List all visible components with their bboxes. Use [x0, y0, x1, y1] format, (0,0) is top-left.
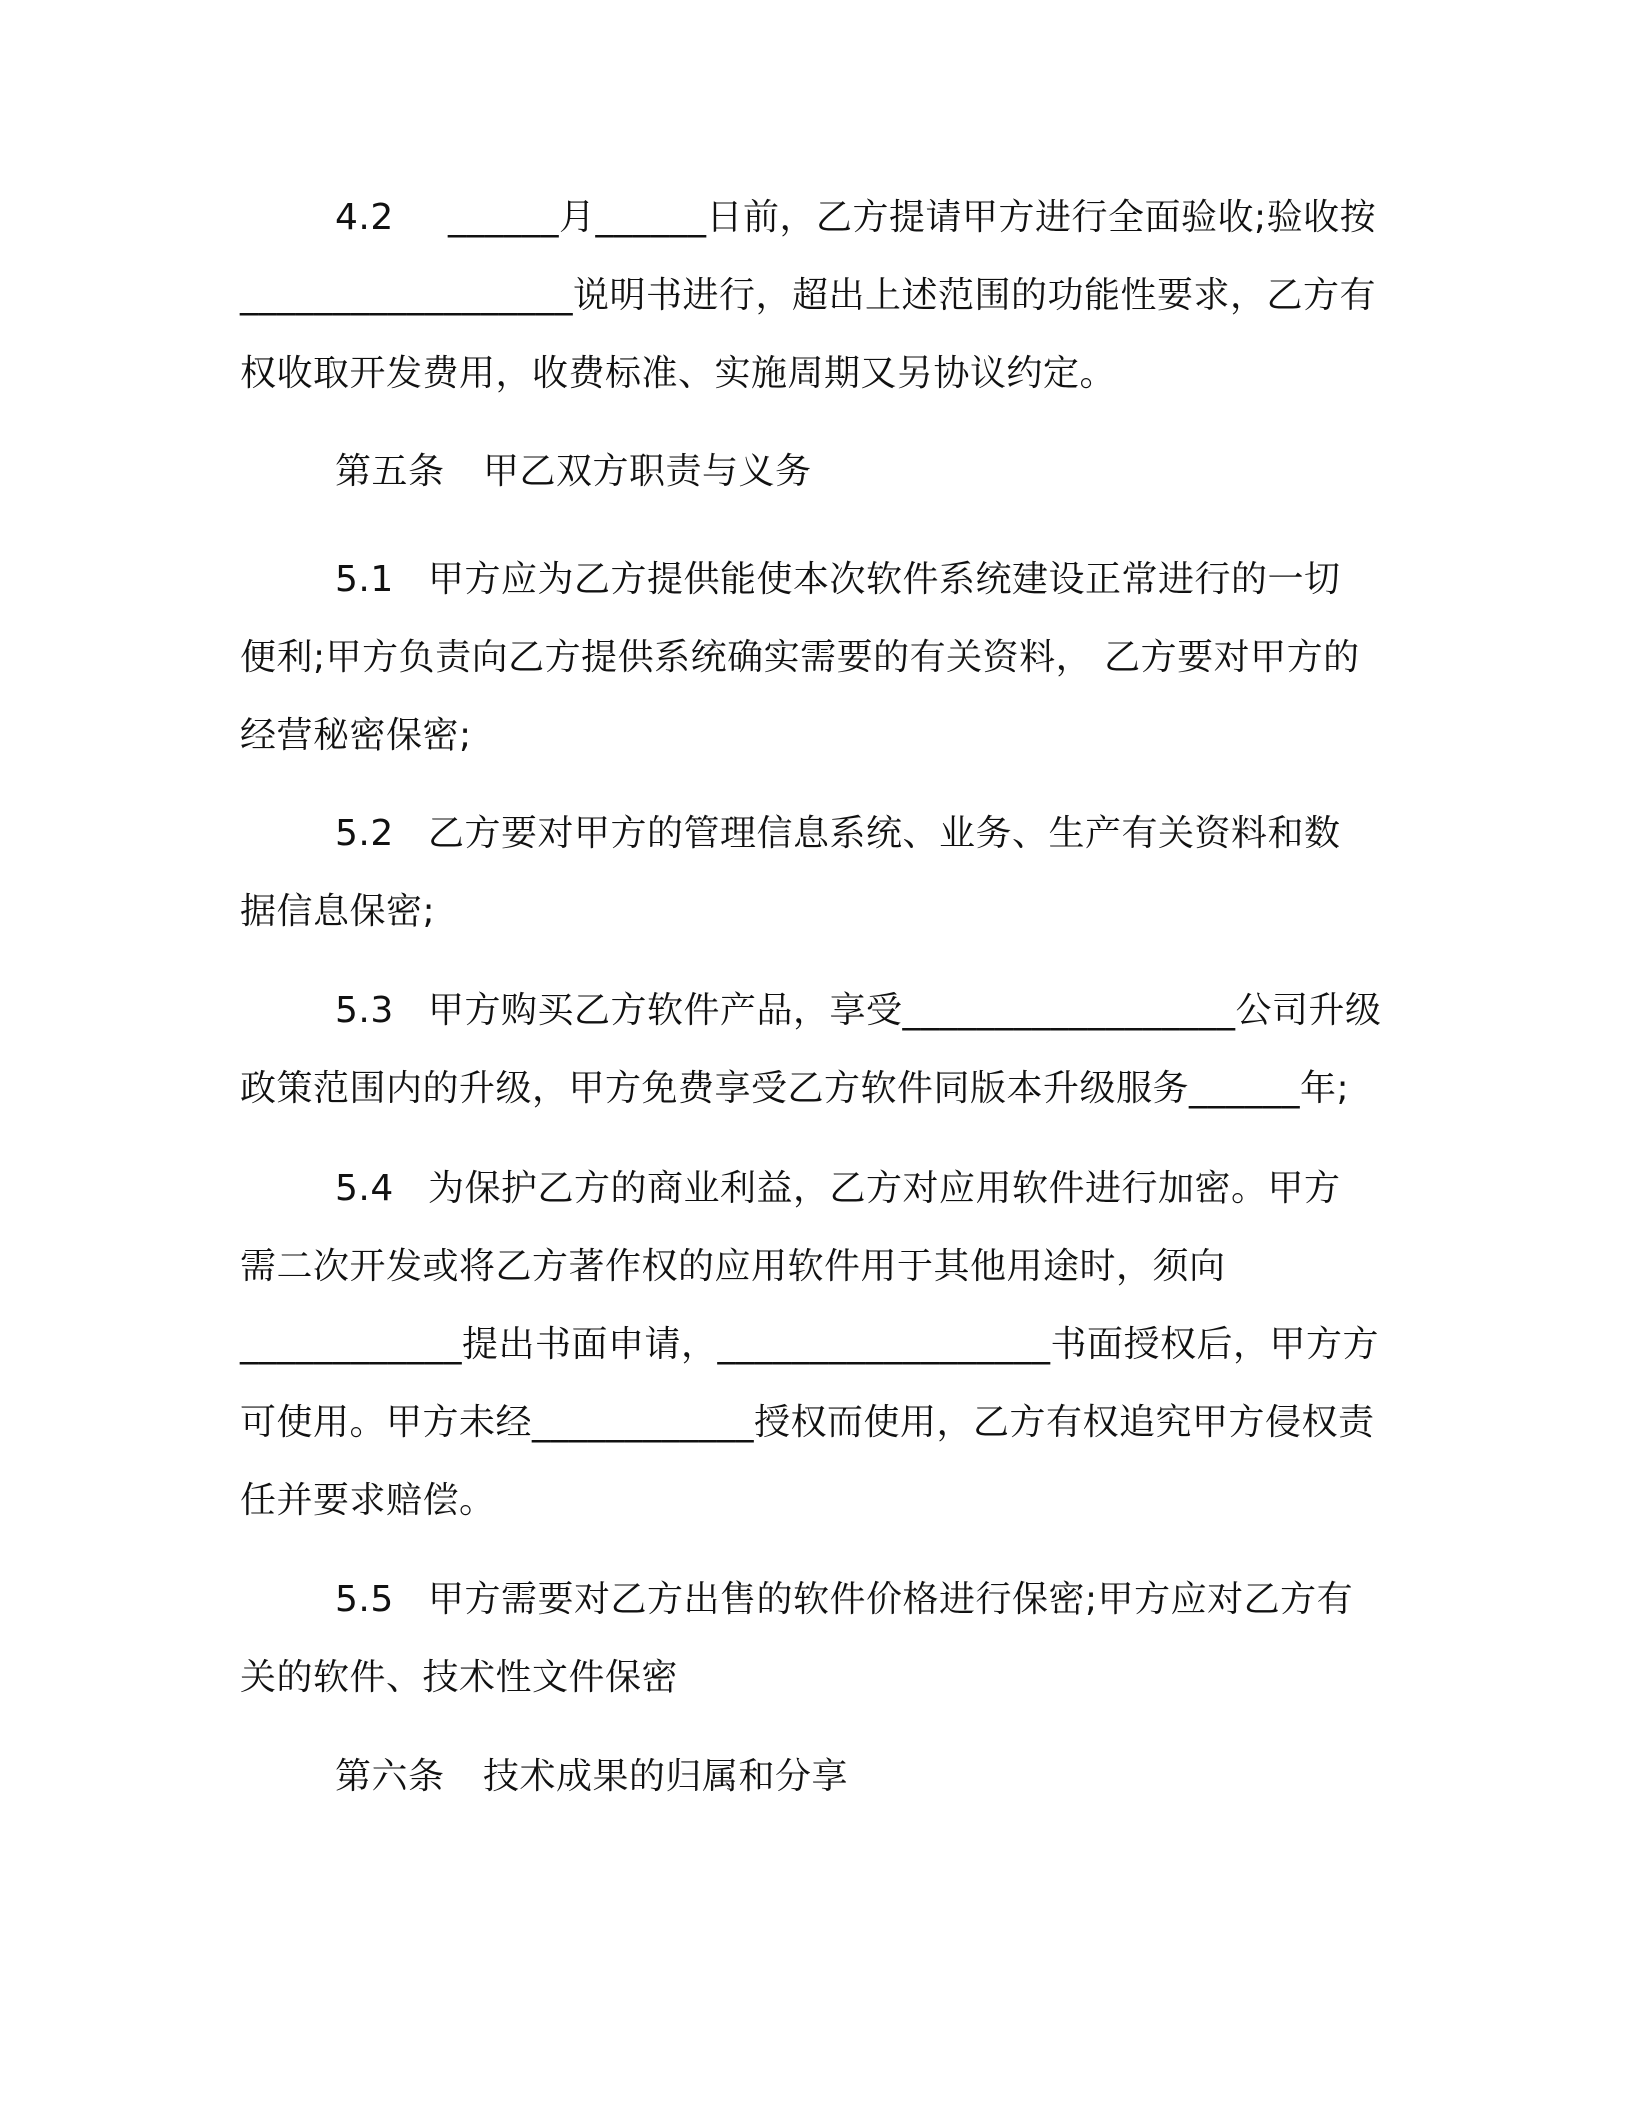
clause-4-2-line-3: 权收取开发费用，收费标准、实施周期又另协议约定。 [240, 353, 1117, 394]
article-5-line [240, 433, 1380, 511]
clause-number: 5.5 [335, 1579, 394, 1620]
clause-5-3-line-2: 政策范围内的升级，甲方免费享受乙方软件同版本升级服务______年; [240, 1068, 1350, 1109]
clause-5-4-line-4: 可使用。甲方未经____________授权而使用，乙方有权追究甲方侵权责 [240, 1402, 1375, 1443]
clause-5-2 [240, 795, 1380, 951]
clause-number: 5.4 [335, 1168, 394, 1209]
clause-text: 乙方要对甲方的管理信息系统、业务、生产有关资料和数 [428, 813, 1341, 854]
clause-5-3-line-1 [240, 972, 1380, 1050]
clause-5-4 [240, 1150, 1380, 1540]
clause-5-3 [240, 972, 1380, 1128]
clause-5-2-line-1 [240, 795, 1380, 873]
clause-text: 甲方购买乙方软件产品，享受__________________公司升级 [428, 990, 1382, 1031]
clause-5-5 [240, 1561, 1380, 1717]
clause-number: 5.1 [335, 559, 394, 600]
clause-4-2-line-1 [240, 179, 1380, 257]
clause-5-1-line-3: 经营秘密保密; [240, 715, 472, 756]
article-number: 第五条 [335, 451, 445, 492]
clause-number: 5.2 [335, 813, 394, 854]
clause-5-5-line-1 [240, 1561, 1380, 1639]
clause-number: 5.3 [335, 990, 394, 1031]
clause-text: 甲方应为乙方提供能使本次软件系统建设正常进行的一切 [428, 559, 1341, 600]
clause-5-4-line-5: 任并要求赔偿。 [240, 1480, 496, 1521]
clause-4-2 [240, 179, 1380, 413]
article-5-heading [240, 433, 1380, 511]
clause-5-1-line-1 [240, 541, 1380, 619]
article-number: 第六条 [335, 1756, 445, 1797]
clause-5-1 [240, 541, 1380, 775]
article-6-heading [240, 1738, 1380, 1816]
article-title: 甲乙双方职责与义务 [483, 451, 812, 492]
article-6-line [240, 1738, 1380, 1816]
clause-5-4-line-2: 需二次开发或将乙方著作权的应用软件用于其他用途时，须向 [240, 1246, 1226, 1287]
clause-5-1-line-2: 便利;甲方负责向乙方提供系统确实需要的有关资料， 乙方要对甲方的 [240, 637, 1360, 678]
clause-5-4-line-3: ____________提出书面申请，__________________书面授权后，甲方方 [240, 1324, 1380, 1365]
clause-5-4-line-1 [240, 1150, 1380, 1228]
clause-5-2-line-2: 据信息保密; [240, 891, 436, 932]
clause-5-5-line-2: 关的软件、技术性文件保密 [240, 1657, 679, 1698]
clause-number: 4.2 [335, 197, 394, 238]
clause-4-2-line-2: __________________说明书进行，超出上述范围的功能性要求，乙方有 [240, 275, 1377, 316]
clause-text: 甲方需要对乙方出售的软件价格进行保密;甲方应对乙方有 [428, 1579, 1354, 1620]
article-title: 技术成果的归属和分享 [483, 1756, 849, 1797]
clause-text: ______月______日前，乙方提请甲方进行全面验收;验收按 [448, 197, 1377, 238]
clause-text: 为保护乙方的商业利益，乙方对应用软件进行加密。甲方 [428, 1168, 1341, 1209]
